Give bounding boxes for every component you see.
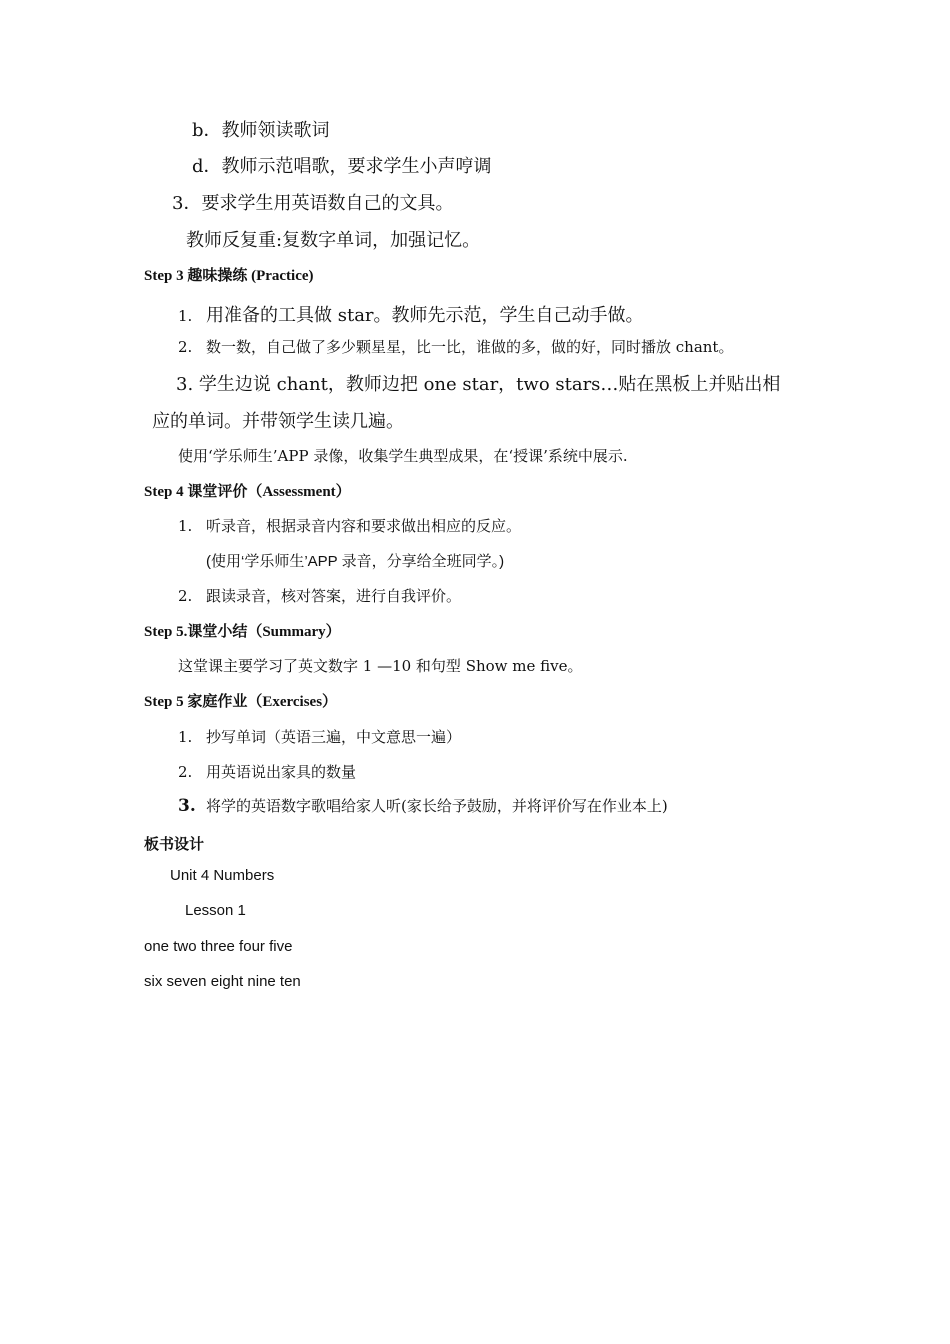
practice-item-2 <box>178 336 733 357</box>
board-unit-title: Unit 4 Numbers <box>170 867 275 884</box>
practice-item-1 <box>178 301 644 327</box>
assessment-item-2 <box>178 585 461 606</box>
step5-exercises-heading: Step 5 家庭作业（Exercises） <box>144 694 338 710</box>
board-design-heading: 板书设计 <box>144 837 205 853</box>
assessment-item-1-number: 1. <box>178 517 193 535</box>
step5-summary-heading: Step 5.课堂小结（Summary） <box>144 624 341 640</box>
practice-item-3-line1: 3. 学生边说 chant，教师边把 one star，two stars…贴在黑板上并贴出相 <box>176 374 781 395</box>
practice-item-2-text: 数一数，自己做了多少颗星星，比一比，谁做的多，做的好，同时播放 chant。 <box>206 338 734 356</box>
practice-item-3-line2: 应的单词。并带领学生读几遍。 <box>152 411 404 432</box>
step4-heading: Step 4 课堂评价（Assessment） <box>144 484 351 500</box>
exercise-item-1-text: 抄写单词（英语三遍，中文意思一遍） <box>206 728 462 746</box>
assessment-item-2-number: 2. <box>178 587 193 605</box>
board-numbers-row-1: one two three four five <box>144 938 293 955</box>
teacher-review-note: 教师反复重:复数字单词，加强记忆。 <box>186 230 481 251</box>
exercise-item-3-number: 3. <box>178 796 196 816</box>
exercise-item-2-number: 2. <box>178 763 193 781</box>
assessment-item-1-text: 听录音，根据录音内容和要求做出相应的反应。 <box>206 517 522 535</box>
count-stationery-step: 3．要求学生用英语数自己的文具。 <box>172 193 454 214</box>
step3-heading: Step 3 趣味操练 (Practice) <box>144 268 314 284</box>
assessment-item-1-note: (使用‘学乐师生’APP 录音，分享给全班同学。) <box>206 553 505 570</box>
board-numbers-row-2: six seven eight nine ten <box>144 973 301 990</box>
assessment-item-1 <box>178 515 521 536</box>
exercise-item-1-number: 1. <box>178 728 193 746</box>
practice-item-2-number: 2. <box>178 338 193 356</box>
exercise-item-2 <box>178 761 356 782</box>
summary-text: 这堂课主要学习了英文数字 1 —10 和句型 Show me five。 <box>178 657 583 675</box>
practice-item-1-number: 1. <box>178 307 193 325</box>
song-step-b: b．教师领读歌词 <box>192 120 330 141</box>
exercise-item-1 <box>178 726 461 747</box>
exercise-item-2-text: 用英语说出家具的数量 <box>206 763 357 781</box>
practice-item-1-text: 用准备的工具做 star。教师先示范，学生自己动手做。 <box>206 305 644 326</box>
exercise-item-3 <box>178 795 668 816</box>
board-lesson-title: Lesson 1 <box>185 902 246 919</box>
song-step-d: d．教师示范唱歌，要求学生小声哼调 <box>192 156 492 177</box>
app-recording-note: 使用‘学乐师生’APP 录像，收集学生典型成果，在‘授课’系统中展示. <box>178 447 628 465</box>
assessment-item-2-text: 跟读录音，核对答案，进行自我评价。 <box>206 587 462 605</box>
exercise-item-3-text: 将学的英语数字歌唱给家人听(家长给予鼓励，并将评价写在作业本上) <box>206 797 668 815</box>
